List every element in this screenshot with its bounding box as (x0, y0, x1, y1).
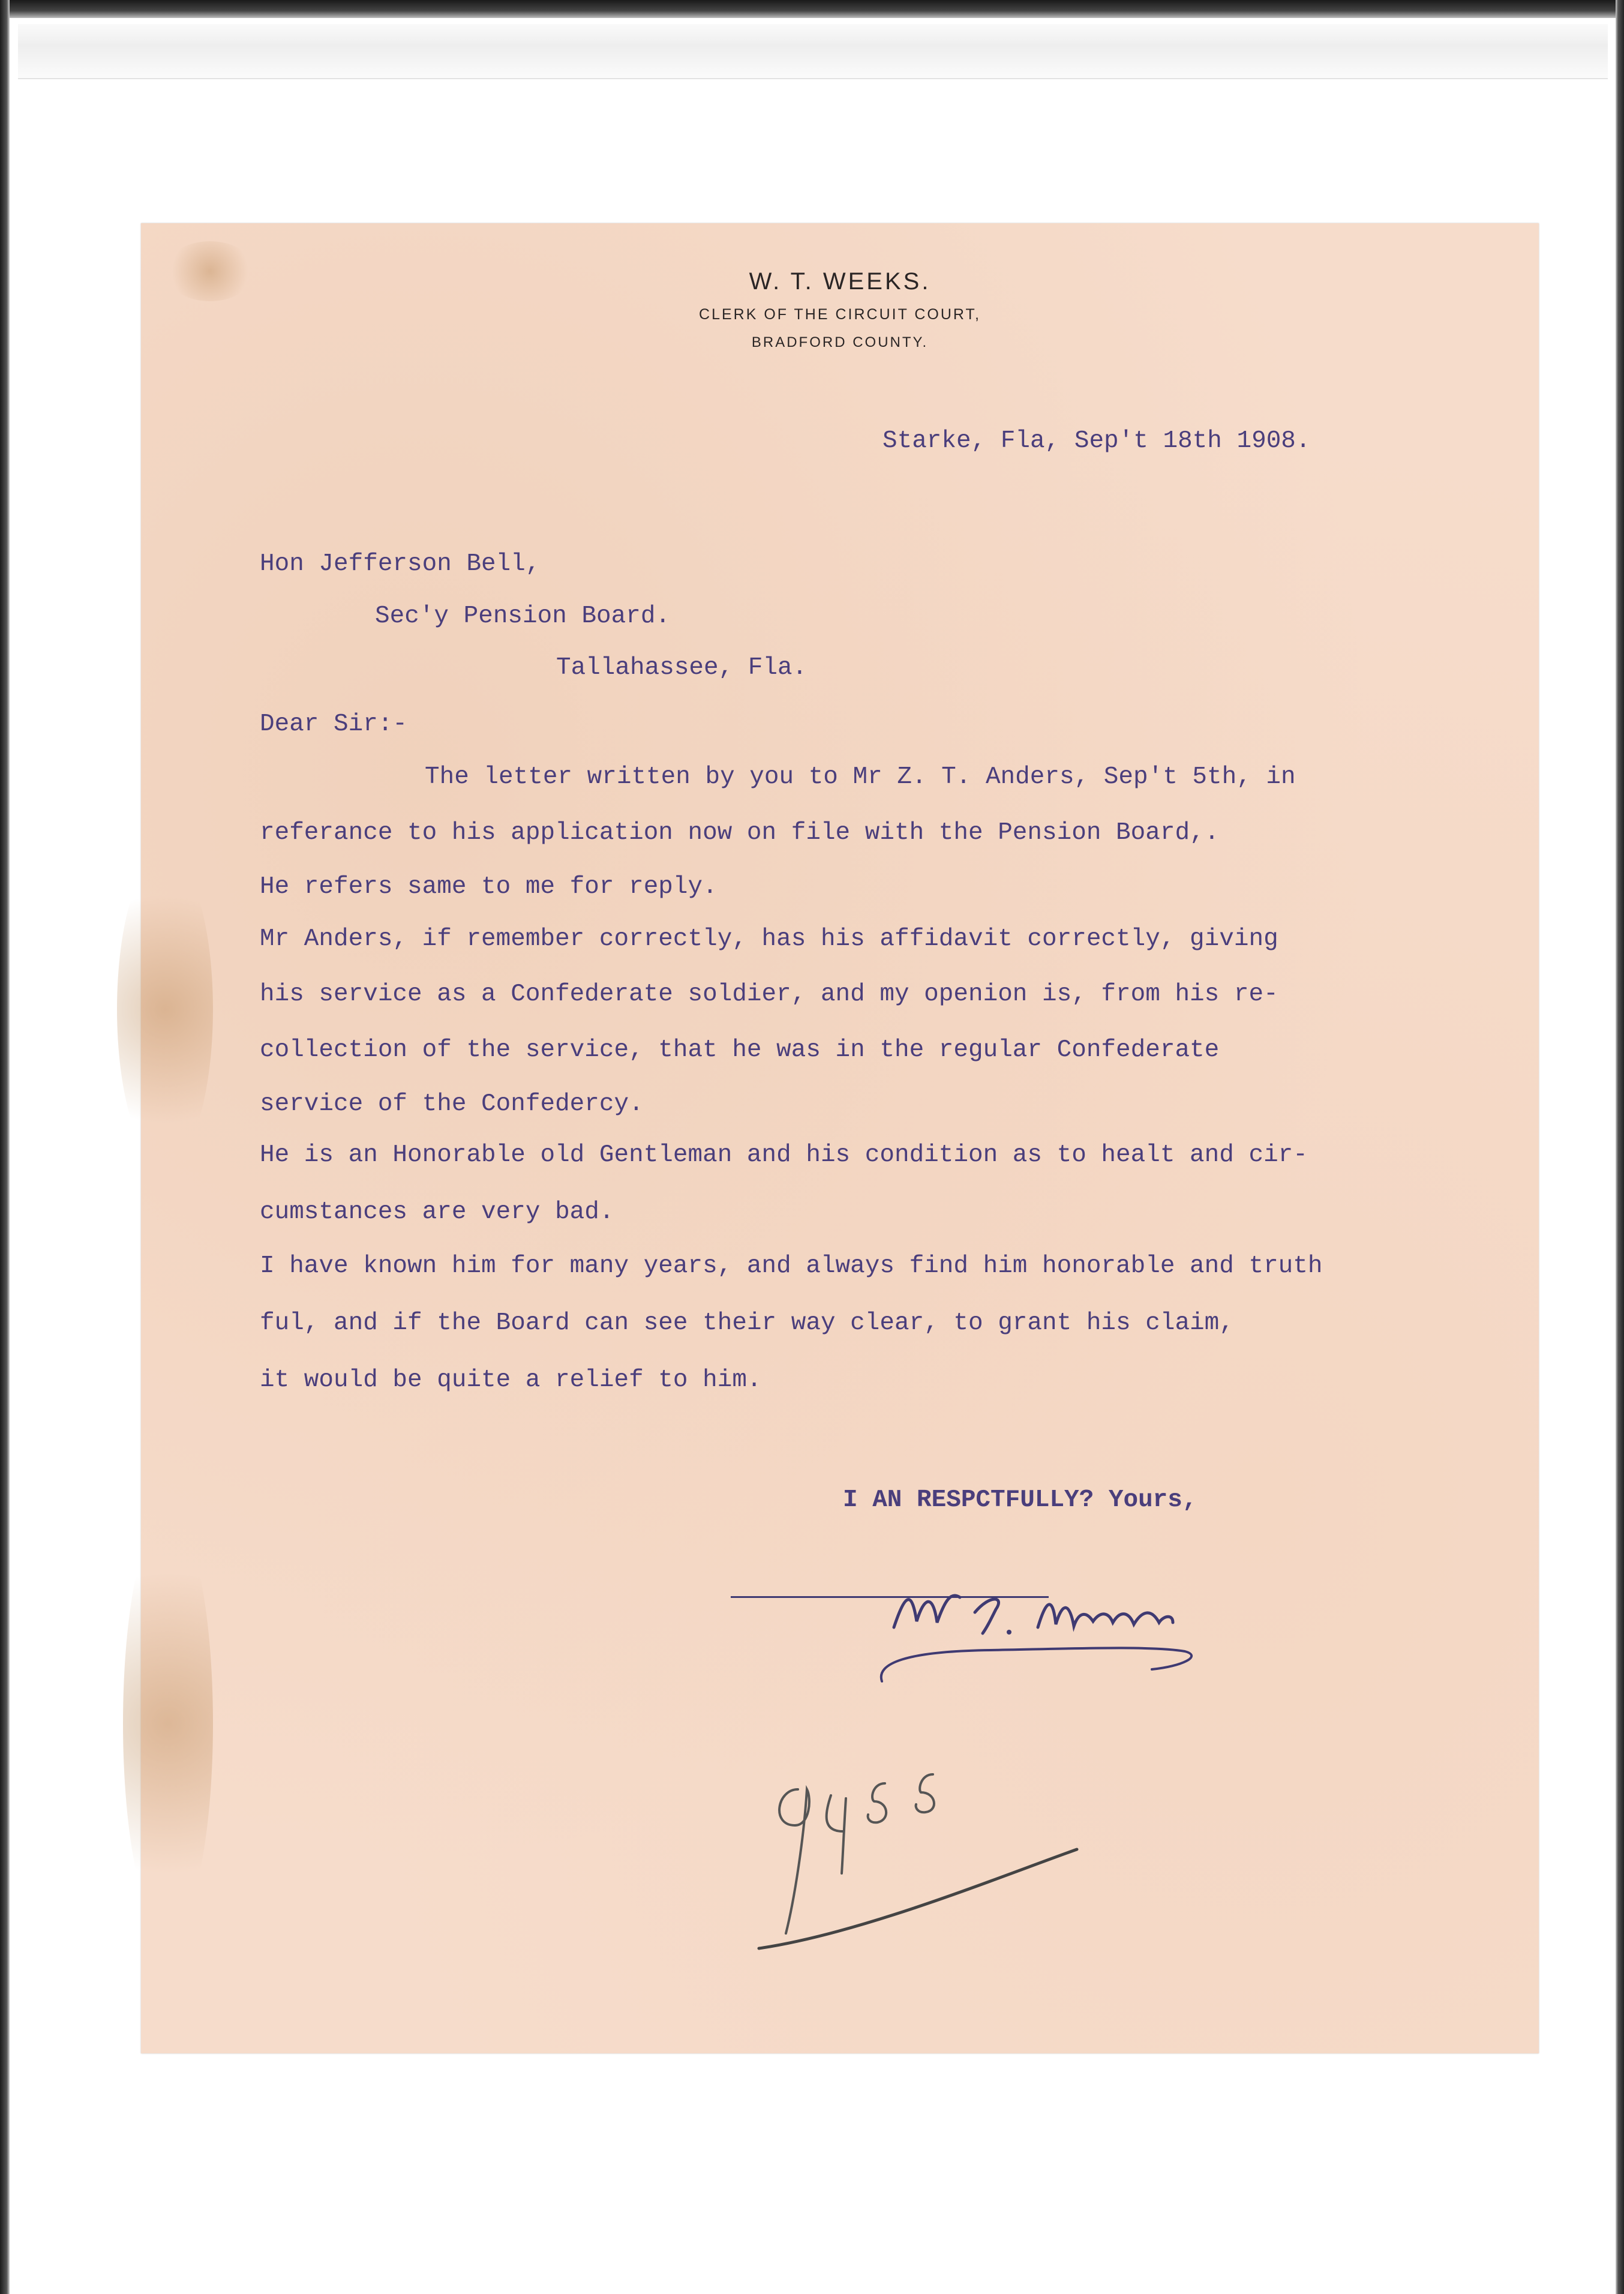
dateline: Starke, Fla, Sep't 18th 1908. (882, 427, 1311, 455)
pencil-filing-number (741, 1741, 1101, 1957)
body-line: The letter written by you to Mr Z. T. Anders, Sep't 5th, in (425, 763, 1296, 791)
letterhead-name: W. T. WEEKS. (749, 268, 931, 295)
body-line: collection of the service, that he was in the regular Confederate (260, 1036, 1220, 1064)
body-line: He refers same to me for reply. (260, 873, 718, 901)
body-line: ful, and if the Board can see their way clear, to grant his claim, (260, 1309, 1234, 1337)
body-line: He is an Honorable old Gentleman and his condition as to healt and cir- (260, 1141, 1308, 1169)
letterhead-county: BRADFORD COUNTY. (751, 334, 929, 350)
scan-right-edge (1616, 0, 1624, 2294)
stain-left-lower (123, 1513, 213, 1933)
letterhead-office: CLERK OF THE CIRCUIT COURT, (699, 306, 981, 323)
body-line: referance to his application now on file with the Pension Board,. (260, 819, 1220, 847)
mount-strip (18, 24, 1608, 79)
scan-top-edge (0, 0, 1624, 18)
stain-left-upper (117, 853, 213, 1165)
scan-left-edge (0, 0, 10, 2294)
body-line: I have known him for many years, and always find him honorable and truth (260, 1252, 1323, 1280)
body-line: his service as a Confederate soldier, and my openion is, from his re- (260, 980, 1278, 1008)
letter-page (141, 223, 1539, 2053)
address-line-title: Sec'y Pension Board. (375, 602, 671, 630)
address-line-name: Hon Jefferson Bell, (260, 550, 541, 578)
salutation: Dear Sir:- (260, 710, 408, 738)
signature-underline (731, 1596, 1049, 1598)
body-line: cumstances are very bad. (260, 1198, 614, 1226)
body-line: it would be quite a relief to him. (260, 1366, 762, 1394)
signature-image (870, 1555, 1206, 1699)
address-line-city: Tallahassee, Fla. (556, 654, 808, 682)
body-line: Mr Anders, if remember correctly, has his affidavit correctly, giving (260, 925, 1278, 953)
body-line: service of the Confedercy. (260, 1090, 644, 1118)
closing: I AN RESPCTFULLY? Yours, (843, 1486, 1197, 1514)
